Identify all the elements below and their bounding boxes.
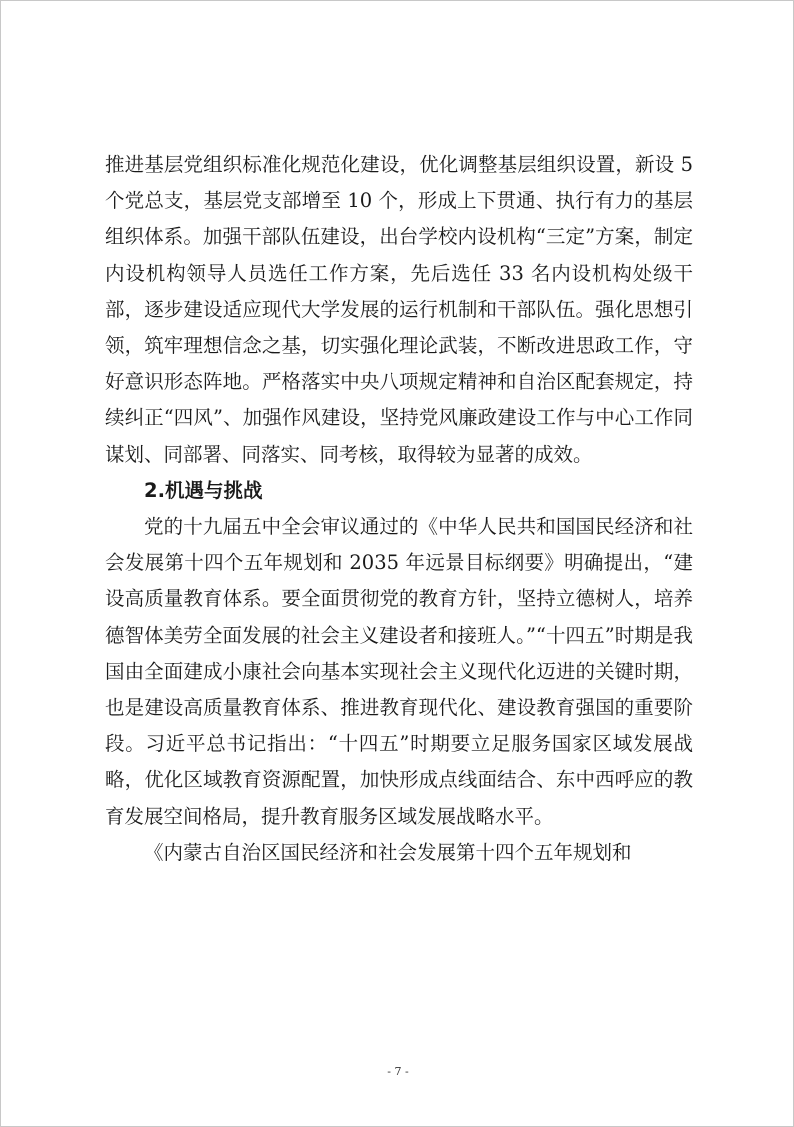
paragraph-fourteenth-five-year-plan: 党的十九届五中全会审议通过的《中华人民共和国国民经济和社会发展第十四个五年规划和 2035 年远景目标纲要》明确提出，“建设高质量教育体系。要全面贯彻党的教育方针，坚持立德树人，培养德智体美劳全面发展的社会主义建设者和接班人。”“十四五”时期是我国由全面建成小康社会向基本实现社会主义现代化迈进的关键时期，也是建设高质量教育体系、推进教育现代化、建设教育强国的重要阶段。习近平总书记指出：“十四五”时期要立足服务国家区域发展战略，优化区域教育资源配置，加快形成点线面结合、东中西呼应的教育发展空间格局，提升教育服务区域发展战略水平。 <box>105 515 693 828</box>
section-heading-opportunities-challenges: 2.机遇与挑战 <box>144 478 263 502</box>
paragraph-party-building: 推进基层党组织标准化规范化建设，优化调整基层组织设置，新设 5 个党总支，基层党支部增至 10 个，形成上下贯通、执行有力的基层组织体系。加强干部队伍建设，出台学校内设机构“三定”方案，制定内设机构领导人员选任工作方案，先后选任 33 名内设机构处级干部，逐步建设适应现代大学发展的运行机制和干部队伍。强化思想引领，筑牢理想信念之基，切实强化理论武装，不断改进思政工作，守好意识形态阵地。严格落实中央八项规定精神和自治区配套规定，持续纠正“四风”、加强作风建设，坚持党风廉政建设工作与中心工作同谋划、同部署、同落实、同考核，取得较为显著的成效。 <box>105 153 693 466</box>
page-number: - 7 - <box>387 1065 409 1078</box>
paragraph-inner-mongolia-plan: 《内蒙古自治区国民经济和社会发展第十四个五年规划和 <box>144 840 632 864</box>
document-body <box>105 147 693 871</box>
